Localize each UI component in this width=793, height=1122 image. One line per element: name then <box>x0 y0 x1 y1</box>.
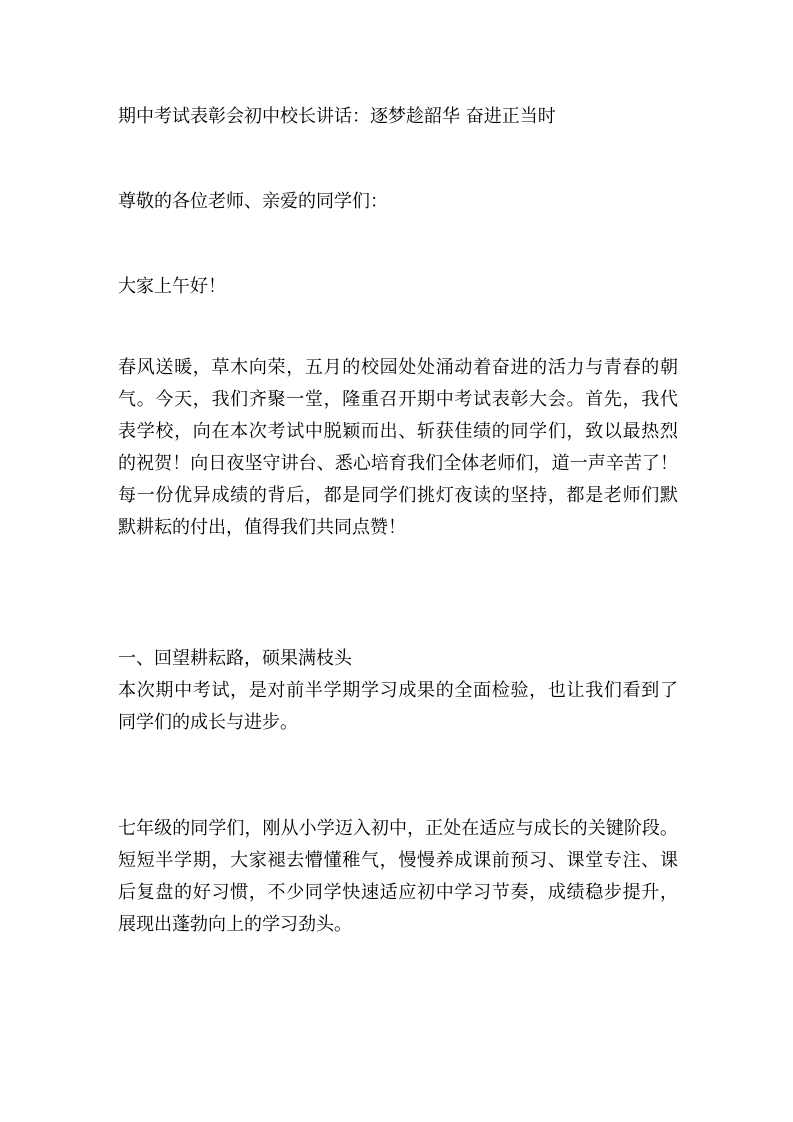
salutation <box>118 186 678 218</box>
paragraph-review <box>118 675 678 739</box>
opening-greeting <box>118 271 678 303</box>
paragraph-line: 本次期中考试，是对前半学期学习成果的全面检验，也让我们看到了 <box>118 680 678 701</box>
paragraph-grade7 <box>118 813 678 941</box>
document-title <box>118 101 678 133</box>
section-heading-text: 一、回望耕耘路，硕果满枝头 <box>118 648 352 669</box>
opening-greeting-text: 大家上午好！ <box>118 276 226 297</box>
paragraph-line: 春风送暖，草木向荣，五月的校园处处涌动着奋进的活力与青春的朝 <box>118 357 678 378</box>
paragraph-line: 展现出蓬勃向上的学习劲头。 <box>118 914 352 935</box>
paragraph-opening <box>118 352 678 544</box>
section-heading <box>118 643 678 675</box>
paragraph-line: 的祝贺！向日夜坚守讲台、悉心培育我们全体老师们，道一声辛苦了！ <box>118 453 678 474</box>
paragraph-line: 后复盘的好习惯，不少同学快速适应初中学习节奏，成绩稳步提升， <box>118 882 678 903</box>
paragraph-line: 默耕耘的付出，值得我们共同点赞！ <box>118 517 406 538</box>
paragraph-line: 每一份优异成绩的背后，都是同学们挑灯夜读的坚持，都是老师们默 <box>118 485 678 506</box>
paragraph-line: 短短半学期，大家褪去懵懂稚气，慢慢养成课前预习、课堂专注、课 <box>118 850 678 871</box>
paragraph-line: 七年级的同学们，刚从小学迈入初中，正处在适应与成长的关键阶段。 <box>118 818 678 839</box>
paragraph-line: 气。今天，我们齐聚一堂，隆重召开期中考试表彰大会。首先，我代 <box>118 389 678 410</box>
salutation-text: 尊敬的各位老师、亲爱的同学们： <box>118 191 388 212</box>
paragraph-line: 同学们的成长与进步。 <box>118 712 298 733</box>
paragraph-line: 表学校，向在本次考试中脱颖而出、斩获佳绩的同学们，致以最热烈 <box>118 421 678 442</box>
title-text: 期中考试表彰会初中校长讲话：逐梦趁韶华 奋进正当时 <box>118 106 556 127</box>
